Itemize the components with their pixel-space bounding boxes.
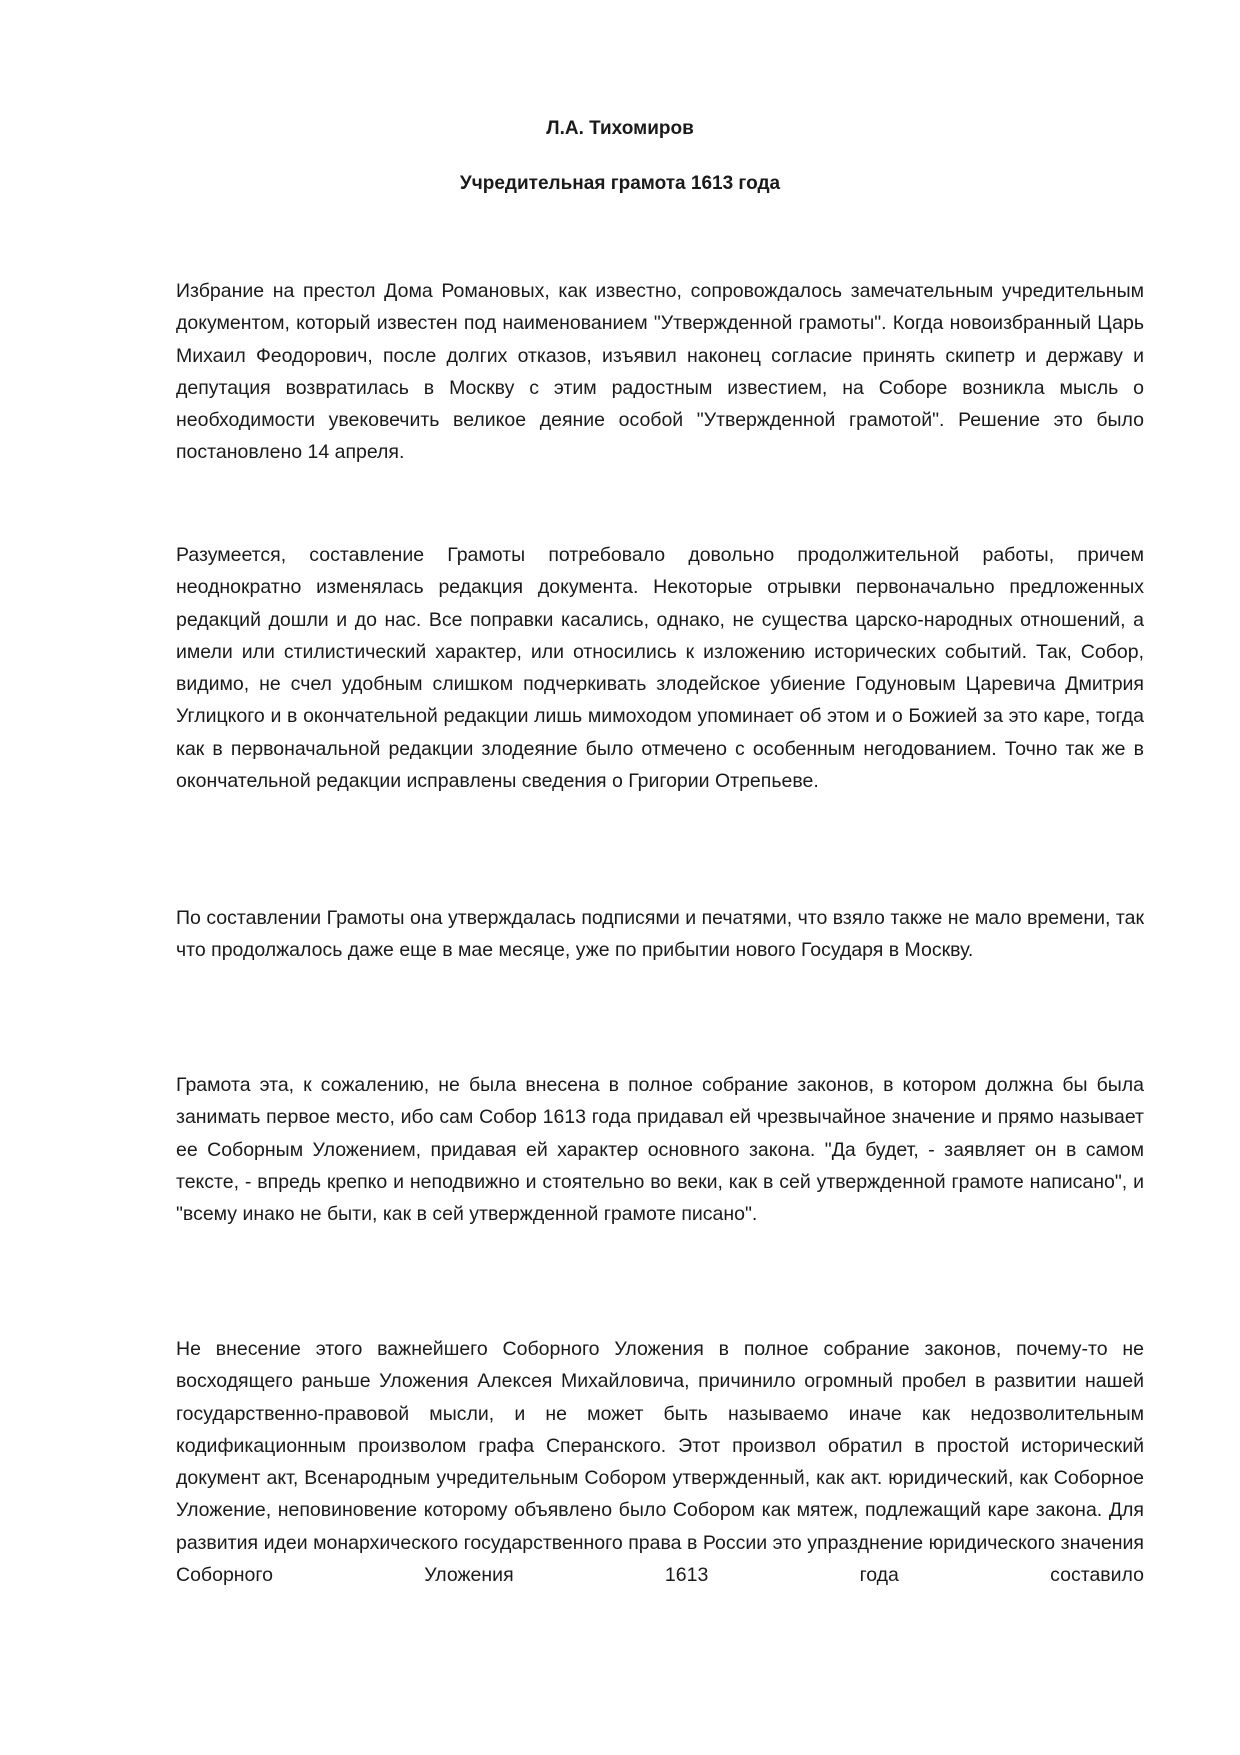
paragraph-2: Разумеется, составление Грамоты потребовало довольно продолжительной работы, причем неоднократно изменялась редакция документа. Некоторые отрывки первоначально предложенных редакций дошли и до нас. Все поправки касались, однако, не существа царско-народных отношений, а имели или стилистический характер, или относились к изложению исторических событий. Так, Собор, видимо, не счел удобным слишком подчеркивать злодейское убиение Годуновым Царевича Дмитрия Углицкого и в окончательной редакции лишь мимоходом упоминает об этом и о Божией за это каре, тогда как в первоначальной редакции злодеяние было отмечено с особенным негодованием. Точно так же в окончательной редакции исправлены сведения о Григории Отрепьеве.	[176, 544, 1144, 793]
paragraph-3: По составлении Грамоты она утверждалась подписями и печатями, что взяло также не мало времени, так что продолжалось даже еще в мае месяце, уже по прибытии нового Государя в Москву.	[176, 907, 1144, 962]
paragraph-5: Не внесение этого важнейшего Соборного Уложения в полное собрание законов, почему-то не восходящего раньше Уложения Алексея Михайловича, причинило огромный пробел в развитии нашей государственно-правовой мысли, и не может быть называемо иначе как недозволительным кодификационным произволом графа Сперанского. Этот произвол обратил в простой исторический документ акт, Всенародным учредительным Собором утвержденный, как акт. юридический, как Соборное Уложение, неповиновение которому объявлено было Собором как мятеж, подлежащий каре закона. Для развития идеи монархического государственного права в России это упразднение юридического значения Соборного Уложения 1613 года составило	[176, 1338, 1144, 1587]
paragraph-4: Грамота эта, к сожалению, не была внесена в полное собрание законов, в котором должна бы была занимать первое место, ибо сам Собор 1613 года придавал ей чрезвычайное значение и прямо называет ее Соборным Уложением, придавая ей характер основного закона. "Да будет, - заявляет он в самом тексте, - впредь крепко и неподвижно и стоятельно во веки, как в сей утвержденной грамоте написано", и "всему инако не быти, как в сей утвержденной грамоте писано".	[176, 1074, 1144, 1226]
paragraph-1: Избрание на престол Дома Романовых, как известно, сопровождалось замечательным учредительным документом, который известен под наименованием "Утвержденной грамоты". Когда новоизбранный Царь Михаил Феодорович, после долгих отказов, изъявил наконец согласие принять скипетр и державу и депутация возвратилась в Москву с этим радостным известием, на Соборе возникла мысль о необходимости увековечить великое деяние особой "Утвержденной грамотой". Решение это было постановлено 14 апреля.	[176, 280, 1144, 464]
document-author: Л.А. Тихомиров	[546, 118, 694, 139]
document-title: Учредительная грамота 1613 года	[459, 173, 781, 194]
